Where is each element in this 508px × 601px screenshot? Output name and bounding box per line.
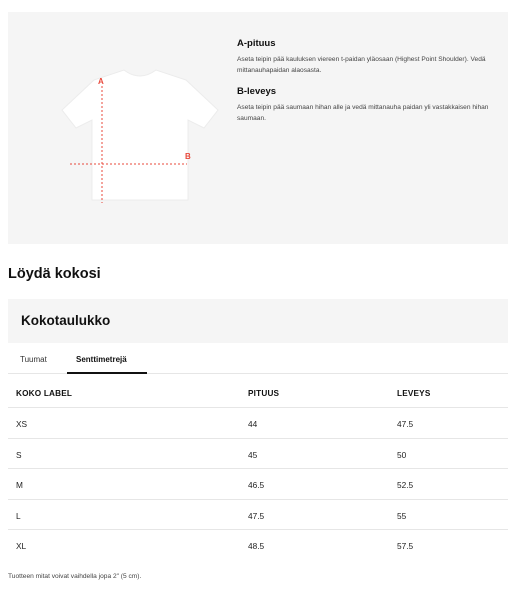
length-cell: 44 — [248, 419, 258, 430]
active-tab-indicator — [67, 372, 147, 374]
width-title: B-leveys — [237, 86, 277, 97]
table-row — [8, 408, 508, 438]
size-cell: M — [16, 480, 23, 491]
table-row — [8, 439, 508, 469]
table-row — [8, 469, 508, 499]
tshirt-shape — [62, 70, 218, 200]
tab-inches[interactable]: Tuumat — [20, 355, 47, 364]
width-cell: 52.5 — [397, 480, 414, 491]
size-chart-header — [8, 299, 508, 343]
measurement-guide — [8, 12, 508, 244]
length-cell: 46.5 — [248, 480, 265, 491]
width-cell: 55 — [397, 510, 407, 521]
size-chart-title: Kokotaulukko — [21, 313, 111, 328]
table-row — [8, 530, 508, 560]
guide-instructions — [237, 38, 502, 134]
measurement-disclaimer: Tuotteen mitat voivat vaihdella jopa 2" (5 cm). — [8, 573, 142, 580]
header-size-label: KOKO LABEL — [16, 389, 73, 398]
tab-centimeters[interactable]: Senttimetrejä — [76, 355, 127, 364]
size-cell: L — [16, 510, 21, 521]
tshirt-diagram — [46, 62, 234, 212]
size-table — [8, 378, 508, 560]
length-cell: 48.5 — [248, 540, 265, 551]
width-description: Aseta teipin pää saumaan hihan alle ja vedä mittanauha paidan yli vastakkaisen hihan saumaan. — [237, 104, 489, 122]
length-description: Aseta teipin pää kauluksen viereen t-paidan yläosaan (Highest Point Shoulder). Vedä mittanauhapaidan alaosasta. — [237, 56, 486, 74]
marker-b-label: B — [185, 152, 191, 161]
width-cell: 47.5 — [397, 419, 414, 430]
unit-tabs — [8, 343, 508, 374]
width-cell: 50 — [397, 449, 407, 460]
header-length: PITUUS — [248, 389, 280, 398]
table-header-row — [8, 378, 508, 408]
length-cell: 45 — [248, 449, 258, 460]
find-size-heading: Löydä kokosi — [8, 266, 101, 282]
width-cell: 57.5 — [397, 540, 414, 551]
size-cell: S — [16, 449, 22, 460]
size-cell: XL — [16, 540, 27, 551]
length-title: A-pituus — [237, 38, 276, 49]
marker-a-label: A — [98, 77, 104, 86]
length-cell: 47.5 — [248, 510, 265, 521]
header-width: LEVEYS — [397, 389, 431, 398]
size-cell: XS — [16, 419, 28, 430]
table-row — [8, 500, 508, 530]
